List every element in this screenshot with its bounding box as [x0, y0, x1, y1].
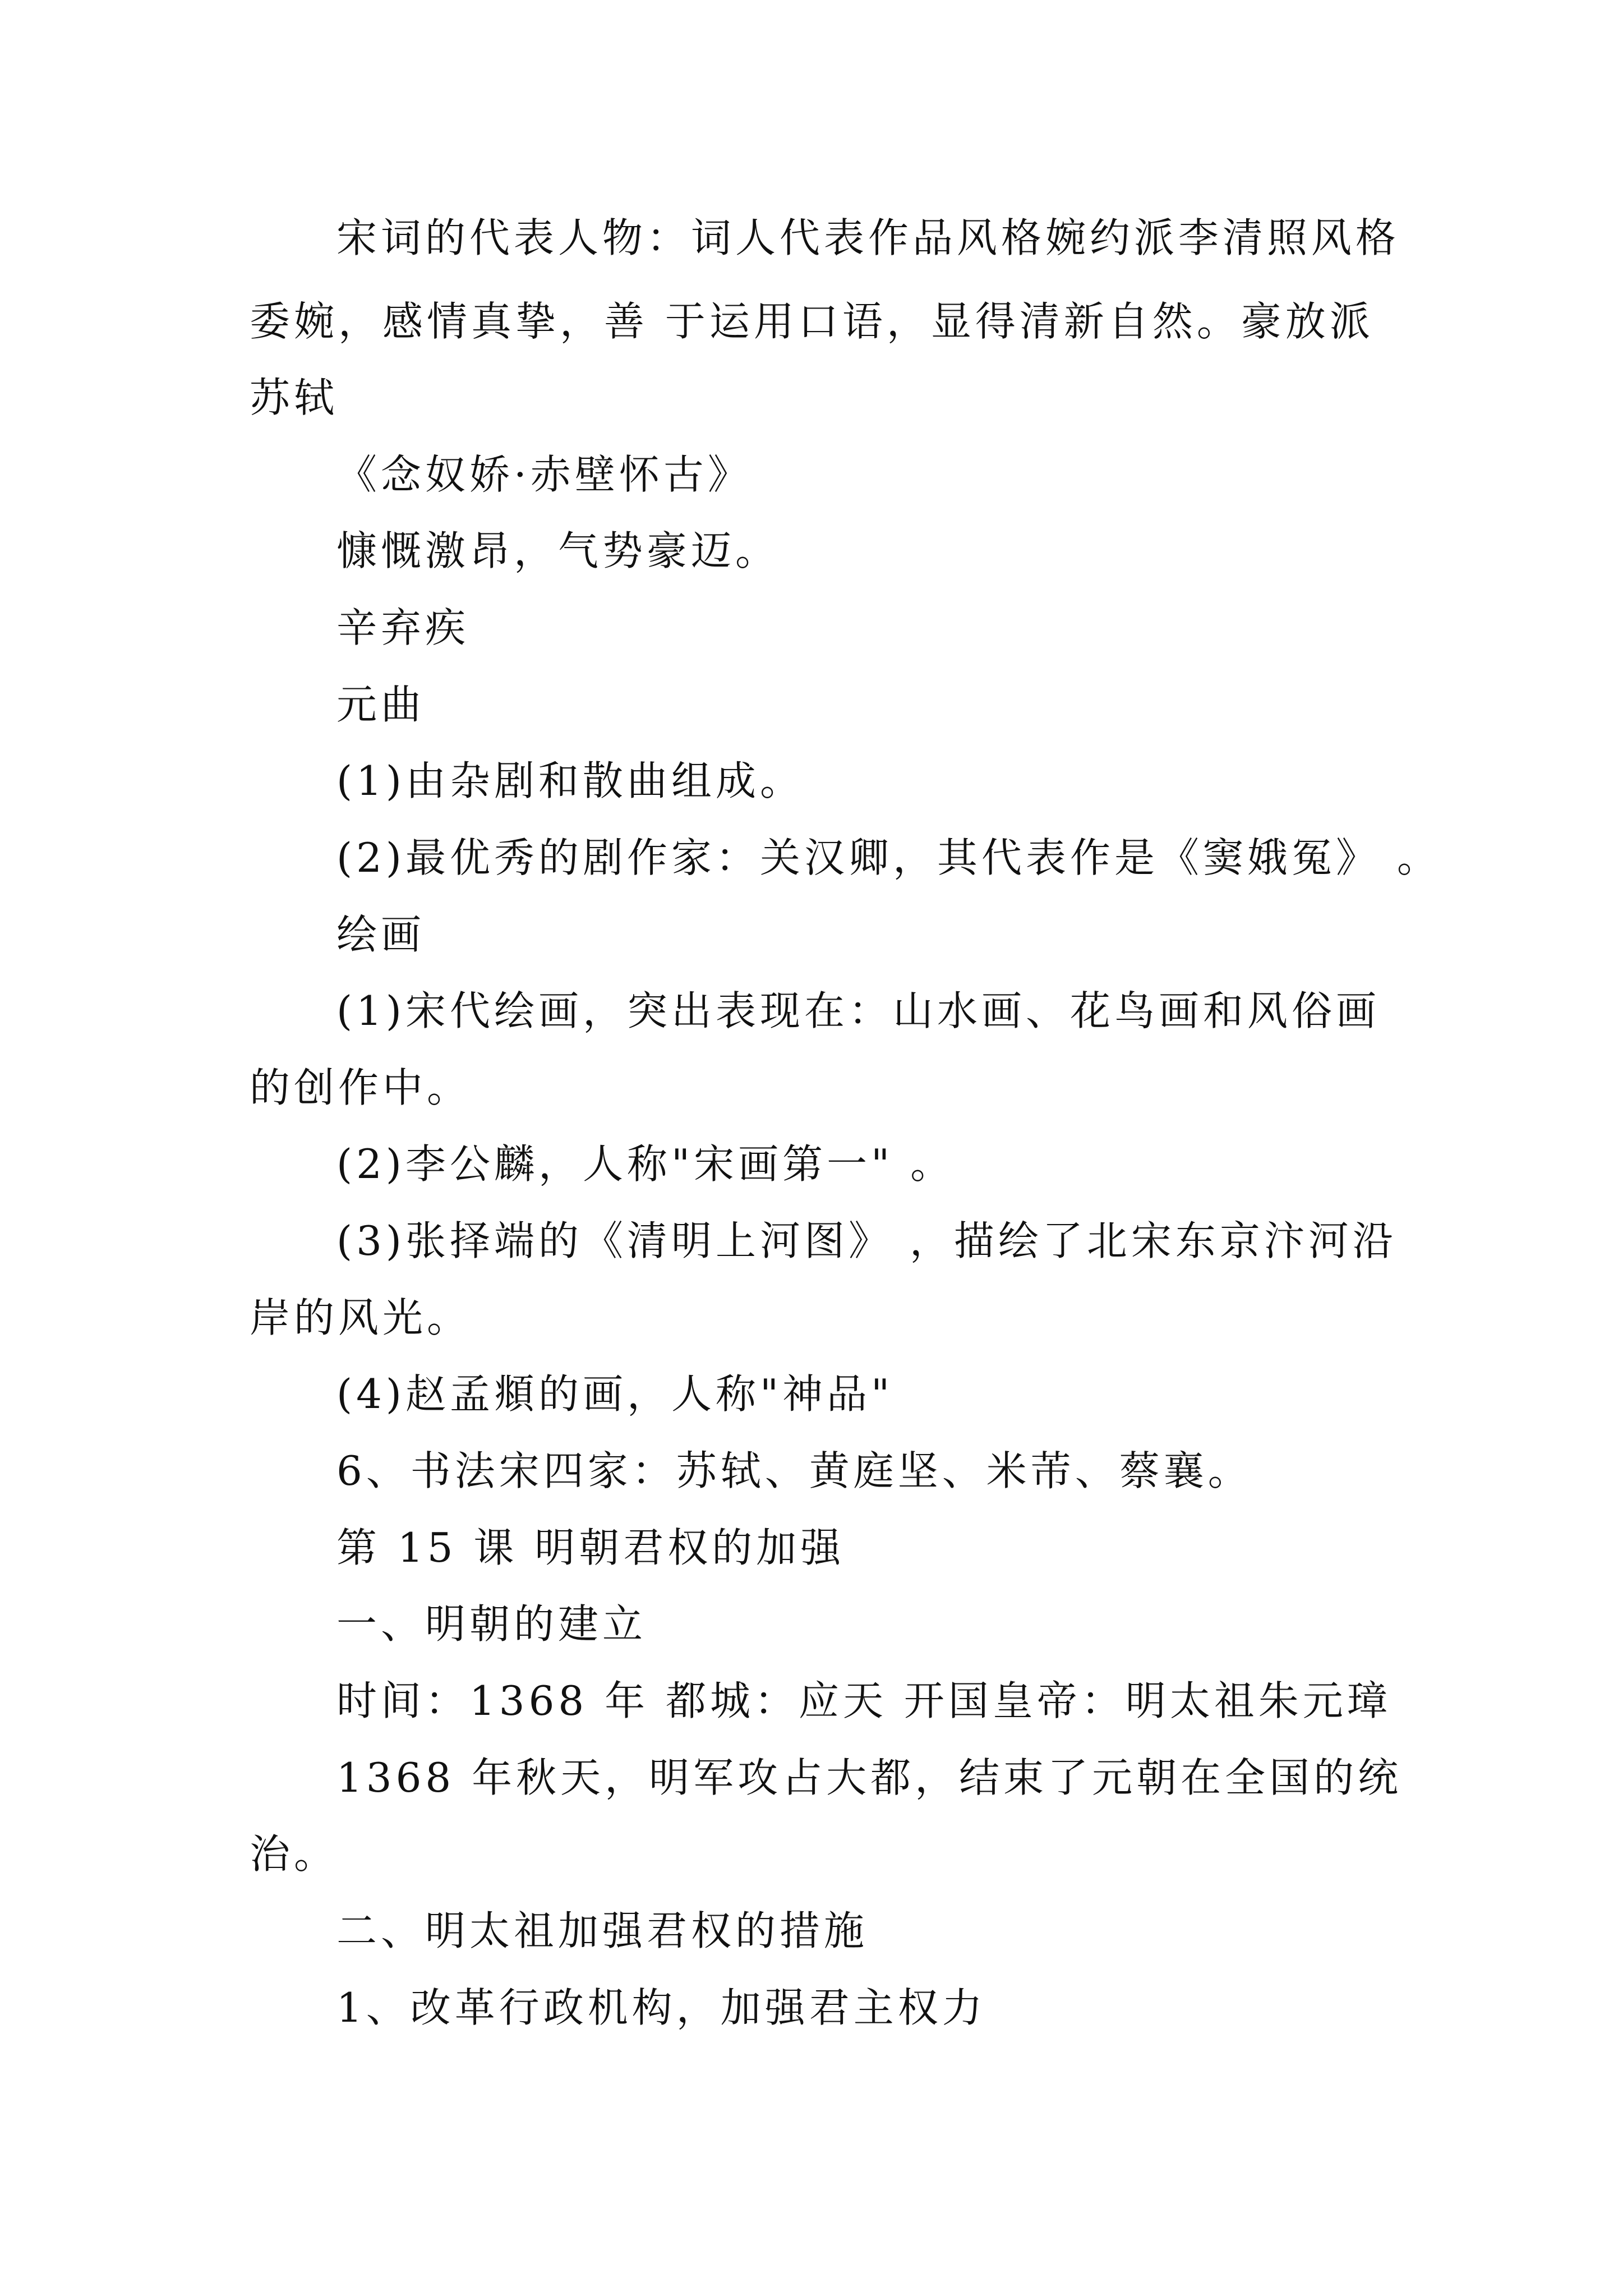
text-line: 辛弃疾	[336, 604, 470, 651]
text-line: 时间：1368 年 都城：应天 开国皇帝：明太祖朱元璋	[336, 1677, 1391, 1724]
lesson-title: 第 15 课 明朝君权的加强	[336, 1524, 845, 1571]
section-heading: 二、明太祖加强君权的措施	[336, 1907, 869, 1954]
text-line: 《念奴娇·赤壁怀古》	[336, 451, 752, 498]
text-line: 1368 年秋天，明军攻占大都，结束了元朝在全国的统	[336, 1754, 1403, 1801]
text-line: (4)赵孟頫的画，人称"神品"	[336, 1370, 894, 1418]
text-line: (2)李公麟，人称"宋画第一" 。	[336, 1140, 955, 1188]
section-heading: 一、明朝的建立	[336, 1600, 647, 1648]
text-line: 6、书法宋四家：苏轼、黄庭坚、米芾、蔡襄。	[336, 1447, 1252, 1494]
text-line: 1、改革行政机构，加强君主权力	[336, 1984, 986, 2031]
section-heading: 元曲	[336, 681, 426, 728]
text-line: (1)宋代绘画，突出表现在：山水画、花鸟画和风俗画	[336, 987, 1380, 1034]
section-heading: 绘画	[336, 911, 426, 958]
text-line: (2)最优秀的剧作家：关汉卿，其代表作是《窦娥冤》 。	[336, 834, 1441, 881]
text-line: 治。	[250, 1830, 339, 1878]
text-line: 的创作中。	[250, 1064, 472, 1111]
text-line: (3)张择端的《清明上河图》 ，描绘了北宋东京汴河沿	[336, 1217, 1397, 1264]
text-line: 岸的风光。	[250, 1294, 472, 1341]
text-line: 苏轼	[250, 374, 339, 421]
text-line: (1)由杂剧和散曲组成。	[336, 757, 804, 804]
text-line: 慷慨激昂，气势豪迈。	[336, 527, 780, 574]
text-line: 委婉，感情真挚，善 于运用口语，显得清新自然。豪放派	[250, 298, 1374, 345]
text-line: 宋词的代表人物：词人代表作品风格婉约派李清照风格	[336, 214, 1400, 261]
